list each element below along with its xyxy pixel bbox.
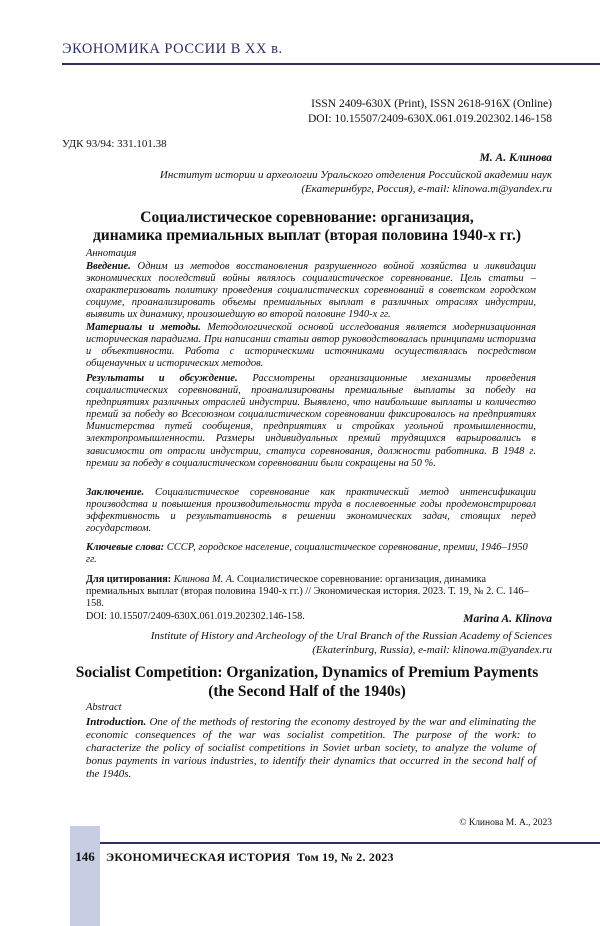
citation-label: Для цитирования: xyxy=(86,574,172,585)
affiliation-ru-line1: Институт истории и археологии Уральского отделения Российской академии наук xyxy=(159,169,552,181)
affiliation-en-line2: (Ekaterinburg, Russia), e-mail: klinowa.m@yandex.ru xyxy=(312,644,552,656)
page-number-tab xyxy=(70,826,100,926)
abstract-results-ru xyxy=(86,373,536,470)
citation-text: Социалистическое соревнование: организация, динамика премиальных выплат (вторая половина 1940-х гг.) // Экономическая история. 2023. Т. 19, № 2. С. 146–158. xyxy=(86,574,529,610)
issn-line: ISSN 2409-630X (Print), ISSN 2618-916X (Online) xyxy=(311,98,552,110)
article-title-ru-line2: динамика премиальных выплат (вторая половина 1940-х гг.) xyxy=(92,227,522,244)
article-title-en-line2: (the Second Half of the 1940s) xyxy=(208,683,406,700)
conclusion-heading: Заключение. xyxy=(86,487,145,498)
results-heading: Результаты и обсуждение. xyxy=(86,373,238,384)
udk-code: УДК 93/94: 331.101.38 xyxy=(62,138,167,150)
article-title-en-line1: Socialist Competition: Organization, Dynamics of Premium Payments xyxy=(75,664,539,681)
citation-doi: DOI: 10.15507/2409-630X.061.019.202302.146-158. xyxy=(86,610,305,622)
article-title-en xyxy=(62,663,552,701)
journal-section-header: ЭКОНОМИКА РОССИИ В XX в. xyxy=(62,41,283,57)
abstract-label-en: Abstract xyxy=(86,702,122,713)
methods-text: Методологической основой исследования является модернизационная историческая парадигма. При написании статьи автор руководствовалась принципами историзма и объективности. Работа с историческими источниками осуществлялась посредством общенаучных и исторических методов. xyxy=(86,322,537,370)
author-name-en: Marina A. Klinova xyxy=(463,613,552,625)
article-title-ru xyxy=(62,209,552,245)
introduction-text: Одним из методов восстановления разрушенного войной хозяйства и ликвидации экономических последствий войны являлось социалистическое соревнование. Цель статьи – охарактеризовать политику проведения социалистических соревнований в советском городском социуме, проанализировать объемы премиальных выплат в различных отраслях индустрии, выявить их динамику, произошедшую во второй половине 1940-х гг. xyxy=(86,261,537,321)
doi-line: DOI: 10.15507/2409-630X.061.019.202302.146-158 xyxy=(307,113,552,125)
page-number: 146 xyxy=(75,849,95,864)
abstract-conclusion-ru xyxy=(86,487,536,535)
affiliation-ru xyxy=(92,168,552,196)
abstract-methods-ru xyxy=(86,322,536,370)
header-divider xyxy=(62,63,600,65)
issn-block xyxy=(308,97,552,127)
journal-footer-title: ЭКОНОМИЧЕСКАЯ ИСТОРИЯ Том 19, № 2. 2023 xyxy=(106,850,394,864)
conclusion-text: Социалистическое соревнование как практический метод интенсификации производства и повышения производительности труда в послевоенные годы продемонстрировал эффективность и результативность в решении экономических задач, стоящих перед государством. xyxy=(86,487,537,535)
footer-divider xyxy=(100,842,600,844)
abstract-introduction-ru xyxy=(86,261,536,321)
abstract-label-ru: Аннотация xyxy=(86,248,137,259)
keywords-label: Ключевые слова: xyxy=(86,542,165,553)
affiliation-en xyxy=(82,629,552,657)
results-text: Рассмотрены организационные механизмы проведения социалистических соревнований, проанализированы премиальные выплаты за победу на предприятиях различных отраслей индустрии. Выявлено, что наибольшие выплаты и количество премий за победу во Всесоюзном социалистическом соревновании фиксировалось на предприятиях Министерства путей сообщения, предприятиях и стройках угольной промышленности, электропромышленности. Размеры индивидуальных премий трудящихся варьировались в зависимости от отрасли индустрии, статуса соревнования, должности работника. В 1948 г. премии за победу в социалистическом соревновании были сокращены на 50 %. xyxy=(86,373,536,469)
introduction-text-en: One of the methods of restoring the economy destroyed by the war and eliminating the economic consequences of the war was socialist competition. The purpose of the work: to characterize the policy of socialist competitions in Soviet urban society, to analyze the volume of bonus payments in various industries, to identify their dynamics that occurred in the second half of the 1940s. xyxy=(86,716,536,780)
affiliation-en-line1: Institute of History and Archeology of the Ural Branch of the Russian Academy of Sciences xyxy=(150,630,552,642)
introduction-heading: Введение. xyxy=(86,261,131,272)
citation-author: Клинова М. А. xyxy=(173,574,235,585)
keywords-value: СССР, городское население, социалистическое соревнование, премии, 1946–1950 гг. xyxy=(86,542,528,566)
copyright-notice: © Клинова М. А., 2023 xyxy=(459,818,552,828)
author-name-ru: М. А. Клинова xyxy=(479,152,552,164)
methods-heading: Материалы и методы. xyxy=(86,322,201,333)
keywords-ru xyxy=(86,542,536,566)
article-title-ru-line1: Социалистическое соревнование: организация, xyxy=(140,209,474,226)
introduction-heading-en: Introduction. xyxy=(86,716,147,728)
abstract-introduction-en xyxy=(86,716,536,781)
affiliation-ru-line2: (Екатеринбург, Россия), e-mail: klinowa.m@yandex.ru xyxy=(301,183,552,195)
